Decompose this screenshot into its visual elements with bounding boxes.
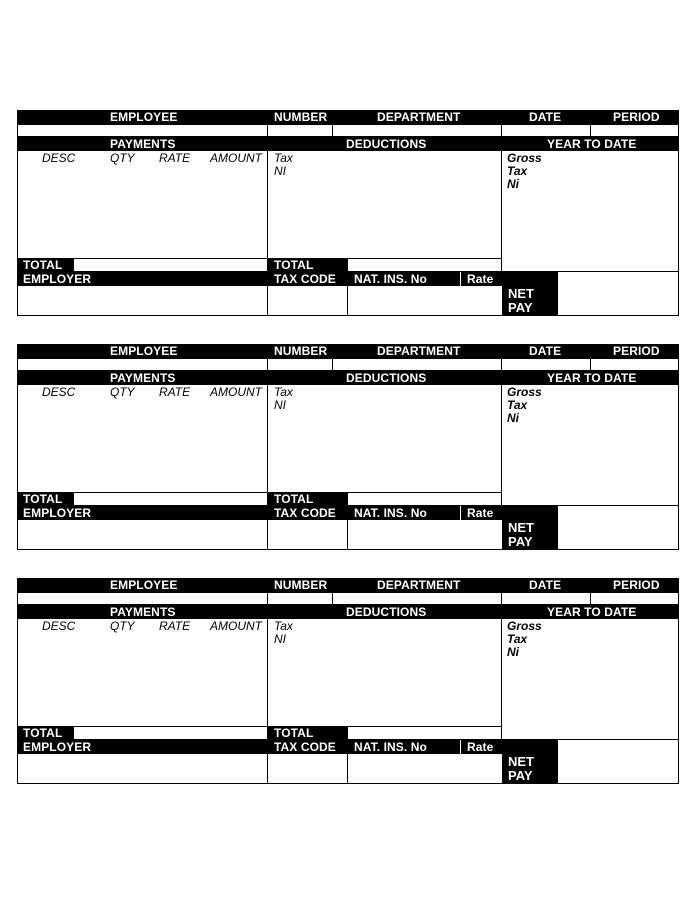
deductions-total-field[interactable]: [347, 726, 502, 740]
tax-code-field[interactable]: [268, 755, 346, 783]
employer-header: EMPLOYER: [23, 272, 92, 286]
payments-total-field[interactable]: [73, 258, 268, 272]
deduction-tax-label: Tax: [274, 385, 293, 399]
ytd-ni-label: Ni: [507, 411, 519, 425]
deduction-ni-label: NI: [274, 164, 286, 178]
payslip: [17, 110, 679, 316]
amount-column-label: AMOUNT: [210, 151, 262, 165]
employee-header: EMPLOYEE: [110, 344, 178, 358]
number-field[interactable]: [267, 592, 333, 605]
payments-total-field[interactable]: [73, 726, 268, 740]
amount-column-label: AMOUNT: [210, 619, 262, 633]
deduction-tax-label: Tax: [274, 151, 293, 165]
deduction-ni-label: NI: [274, 632, 286, 646]
desc-column-label: DESC: [42, 151, 76, 165]
deductions-header: DEDUCTIONS: [346, 137, 427, 151]
year-to-date-header: YEAR TO DATE: [547, 137, 637, 151]
payments-total-field[interactable]: [73, 492, 268, 506]
payments-total-label: TOTAL: [23, 726, 63, 740]
net-pay-field[interactable]: [559, 740, 677, 783]
period-header: PERIOD: [613, 578, 660, 592]
rate-header: Rate: [467, 506, 494, 520]
ytd-gross-label: Gross: [507, 385, 542, 399]
payments-total-label: TOTAL: [23, 492, 63, 506]
nat-ins-no-header: NAT. INS. No: [354, 272, 427, 286]
payments-header: PAYMENTS: [110, 605, 176, 619]
deductions-total-label: TOTAL: [274, 726, 314, 740]
net-pay-label-line2: PAY: [508, 534, 533, 549]
date-header: DATE: [529, 110, 562, 124]
ytd-ni-label: Ni: [507, 177, 519, 191]
slip-right-border: [678, 619, 679, 784]
payments-header: PAYMENTS: [110, 371, 176, 385]
net-pay-label-line2: PAY: [508, 768, 533, 783]
deduction-tax-label: Tax: [274, 619, 293, 633]
department-header: DEPARTMENT: [377, 344, 461, 358]
employer-field[interactable]: [18, 521, 266, 549]
department-header: DEPARTMENT: [377, 578, 461, 592]
deductions-header: DEDUCTIONS: [346, 371, 427, 385]
nat-ins-no-header: NAT. INS. No: [354, 740, 427, 754]
number-field[interactable]: [267, 358, 333, 371]
number-header: NUMBER: [274, 578, 328, 592]
deductions-total-label: TOTAL: [274, 258, 314, 272]
employer-header: EMPLOYER: [23, 506, 92, 520]
period-field[interactable]: [590, 358, 679, 371]
number-field[interactable]: [267, 124, 333, 137]
date-field[interactable]: [501, 592, 591, 605]
department-field[interactable]: [332, 124, 502, 137]
employee-header: EMPLOYEE: [110, 110, 178, 124]
net-pay-field[interactable]: [559, 506, 677, 549]
slip-bottom-border: [17, 783, 679, 784]
net-pay-label-line1: NET: [508, 520, 534, 535]
rate-column-label: RATE: [159, 619, 191, 633]
number-header: NUMBER: [274, 110, 328, 124]
deduction-ni-label: NI: [274, 398, 286, 412]
deductions-total-field[interactable]: [347, 258, 502, 272]
ytd-tax-label: Tax: [507, 398, 528, 412]
deductions-divider: [501, 619, 502, 740]
rate-header: Rate: [467, 740, 494, 754]
employee-field[interactable]: [17, 592, 268, 605]
tax-code-field[interactable]: [268, 287, 346, 315]
net-pay-label-line1: NET: [508, 754, 534, 769]
ytd-tax-label: Tax: [507, 632, 528, 646]
rate-column-label: RATE: [159, 385, 191, 399]
payments-header: PAYMENTS: [110, 137, 176, 151]
slip-right-border: [678, 151, 679, 316]
desc-column-label: DESC: [42, 385, 76, 399]
period-field[interactable]: [590, 592, 679, 605]
slip-bottom-border: [17, 315, 679, 316]
period-header: PERIOD: [613, 110, 660, 124]
qty-column-label: QTY: [110, 151, 135, 165]
nat-ins-no-field[interactable]: [348, 521, 501, 549]
ytd-gross-label: Gross: [507, 151, 542, 165]
deductions-divider: [501, 385, 502, 506]
tax-code-field[interactable]: [268, 521, 346, 549]
employer-field[interactable]: [18, 755, 266, 783]
ytd-tax-label: Tax: [507, 164, 528, 178]
employee-header: EMPLOYEE: [110, 578, 178, 592]
slip-right-border: [678, 385, 679, 550]
rate-column-label: RATE: [159, 151, 191, 165]
year-to-date-header: YEAR TO DATE: [547, 605, 637, 619]
nat-ins-no-header: NAT. INS. No: [354, 506, 427, 520]
year-to-date-header: YEAR TO DATE: [547, 371, 637, 385]
department-header: DEPARTMENT: [377, 110, 461, 124]
ytd-ni-label: Ni: [507, 645, 519, 659]
department-field[interactable]: [332, 592, 502, 605]
date-field[interactable]: [501, 124, 591, 137]
desc-column-label: DESC: [42, 619, 76, 633]
payslip: [17, 578, 679, 784]
date-field[interactable]: [501, 358, 591, 371]
nat-ins-no-field[interactable]: [348, 287, 501, 315]
payments-total-label: TOTAL: [23, 258, 63, 272]
tax-code-header: TAX CODE: [274, 506, 336, 520]
employer-header: EMPLOYER: [23, 740, 92, 754]
ytd-gross-label: Gross: [507, 619, 542, 633]
deductions-divider: [501, 151, 502, 272]
nat-ins-no-field[interactable]: [348, 755, 501, 783]
rate-divider: [460, 272, 461, 286]
tax-code-header: TAX CODE: [274, 740, 336, 754]
date-header: DATE: [529, 344, 562, 358]
deductions-total-label: TOTAL: [274, 492, 314, 506]
employee-field[interactable]: [17, 358, 268, 371]
employee-field[interactable]: [17, 124, 268, 137]
rate-divider: [460, 740, 461, 754]
qty-column-label: QTY: [110, 385, 135, 399]
net-pay-label-line1: NET: [508, 286, 534, 301]
employer-field[interactable]: [18, 287, 266, 315]
rate-header: Rate: [467, 272, 494, 286]
department-field[interactable]: [332, 358, 502, 371]
payslip: [17, 344, 679, 550]
slip-bottom-border: [17, 549, 679, 550]
period-header: PERIOD: [613, 344, 660, 358]
qty-column-label: QTY: [110, 619, 135, 633]
deductions-total-field[interactable]: [347, 492, 502, 506]
net-pay-label-line2: PAY: [508, 300, 533, 315]
date-header: DATE: [529, 578, 562, 592]
deductions-header: DEDUCTIONS: [346, 605, 427, 619]
number-header: NUMBER: [274, 344, 328, 358]
net-pay-field[interactable]: [559, 272, 677, 315]
tax-code-header: TAX CODE: [274, 272, 336, 286]
amount-column-label: AMOUNT: [210, 385, 262, 399]
period-field[interactable]: [590, 124, 679, 137]
rate-divider: [460, 506, 461, 520]
